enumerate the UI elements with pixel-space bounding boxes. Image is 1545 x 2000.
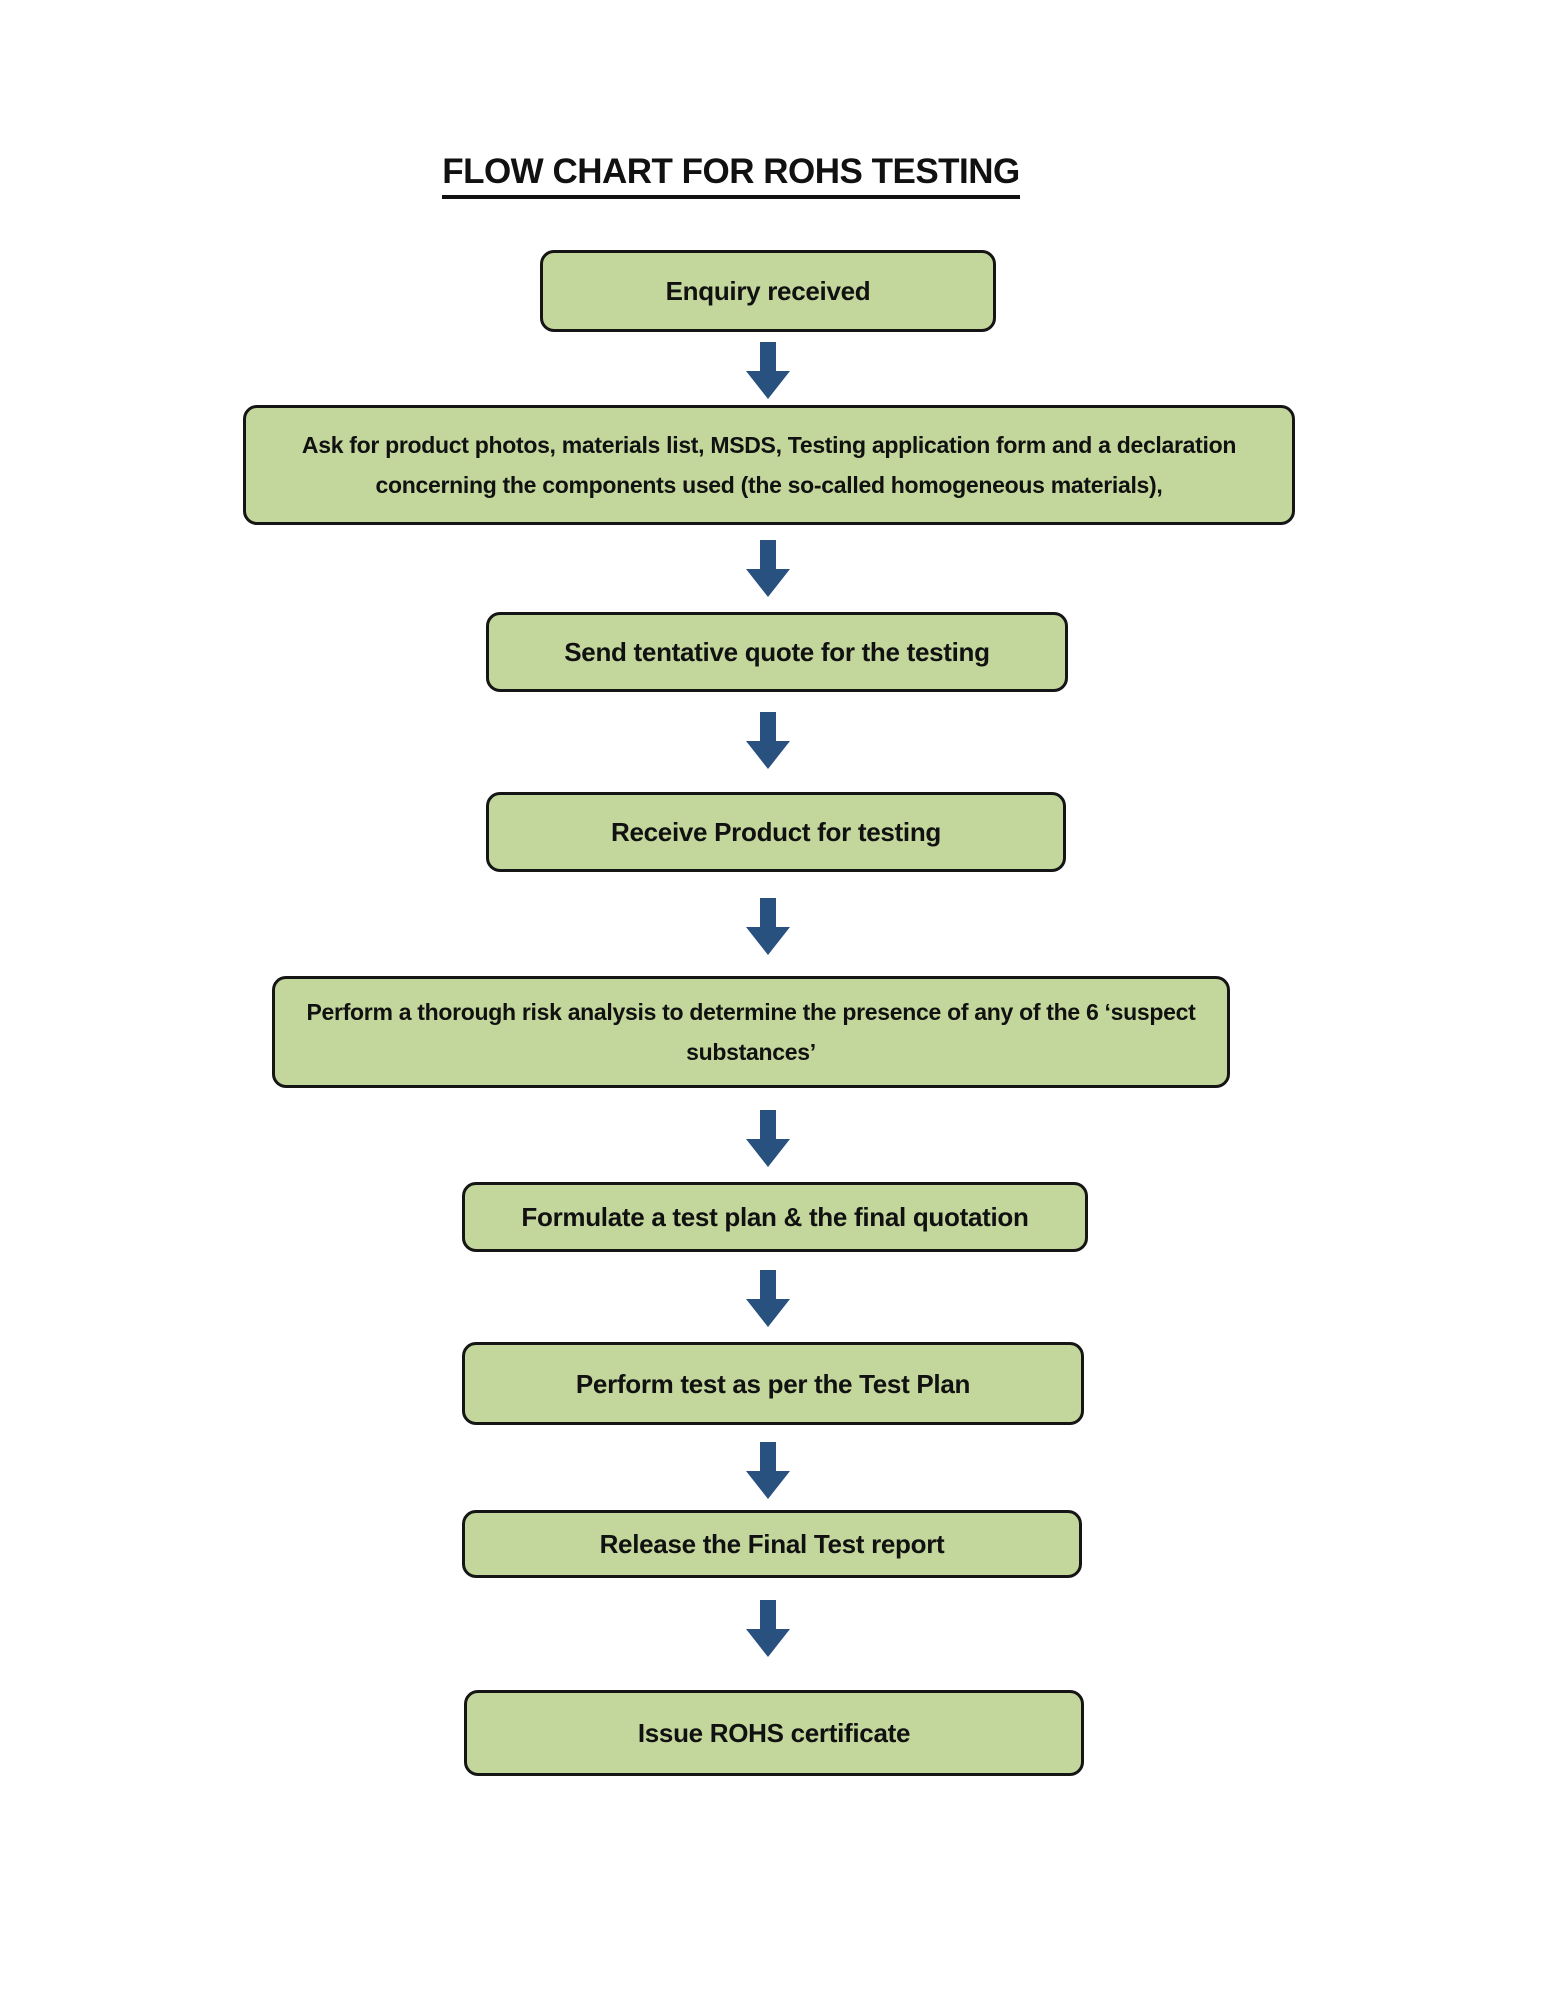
- page-title-wrap: [331, 152, 1131, 199]
- down-arrow-icon: [745, 342, 791, 399]
- flow-step-label: Formulate a test plan & the final quotation: [521, 1202, 1029, 1232]
- flow-step-receive-product: [486, 792, 1066, 872]
- flow-step-label: Perform a thorough risk analysis to determine the presence of any of the 6 ‘suspect substances’: [306, 999, 1196, 1065]
- down-arrow-icon: [745, 1442, 791, 1499]
- flow-step-label: Receive Product for testing: [611, 817, 941, 847]
- down-arrow-icon: [745, 898, 791, 955]
- flow-step-send-tentative-quote: [486, 612, 1068, 692]
- flow-step-risk-analysis: [272, 976, 1230, 1088]
- flow-step-label: Release the Final Test report: [599, 1529, 945, 1559]
- flow-step-label: Issue ROHS certificate: [637, 1718, 911, 1748]
- flow-step-release-report: [462, 1510, 1082, 1578]
- down-arrow-icon: [745, 540, 791, 597]
- flow-step-enquiry-received: [540, 250, 996, 332]
- down-arrow-icon: [745, 1110, 791, 1167]
- flow-step-label: Ask for product photos, materials list, MSDS, Testing application form and a declaration concerning the components used (the so-called homogeneous materials),: [301, 432, 1237, 498]
- down-arrow-icon: [745, 1600, 791, 1657]
- flow-step-label: Enquiry received: [665, 276, 871, 306]
- flow-step-label: Perform test as per the Test Plan: [575, 1368, 971, 1399]
- flow-step-label: Send tentative quote for the testing: [564, 637, 990, 667]
- down-arrow-icon: [745, 712, 791, 769]
- flow-step-issue-certificate: [464, 1690, 1084, 1776]
- flow-step-perform-test: [462, 1342, 1084, 1425]
- down-arrow-icon: [745, 1270, 791, 1327]
- flow-step-ask-for-documents: [243, 405, 1295, 525]
- page-title: FLOW CHART FOR ROHS TESTING: [442, 152, 1020, 199]
- flow-step-formulate-test-plan: [462, 1182, 1088, 1252]
